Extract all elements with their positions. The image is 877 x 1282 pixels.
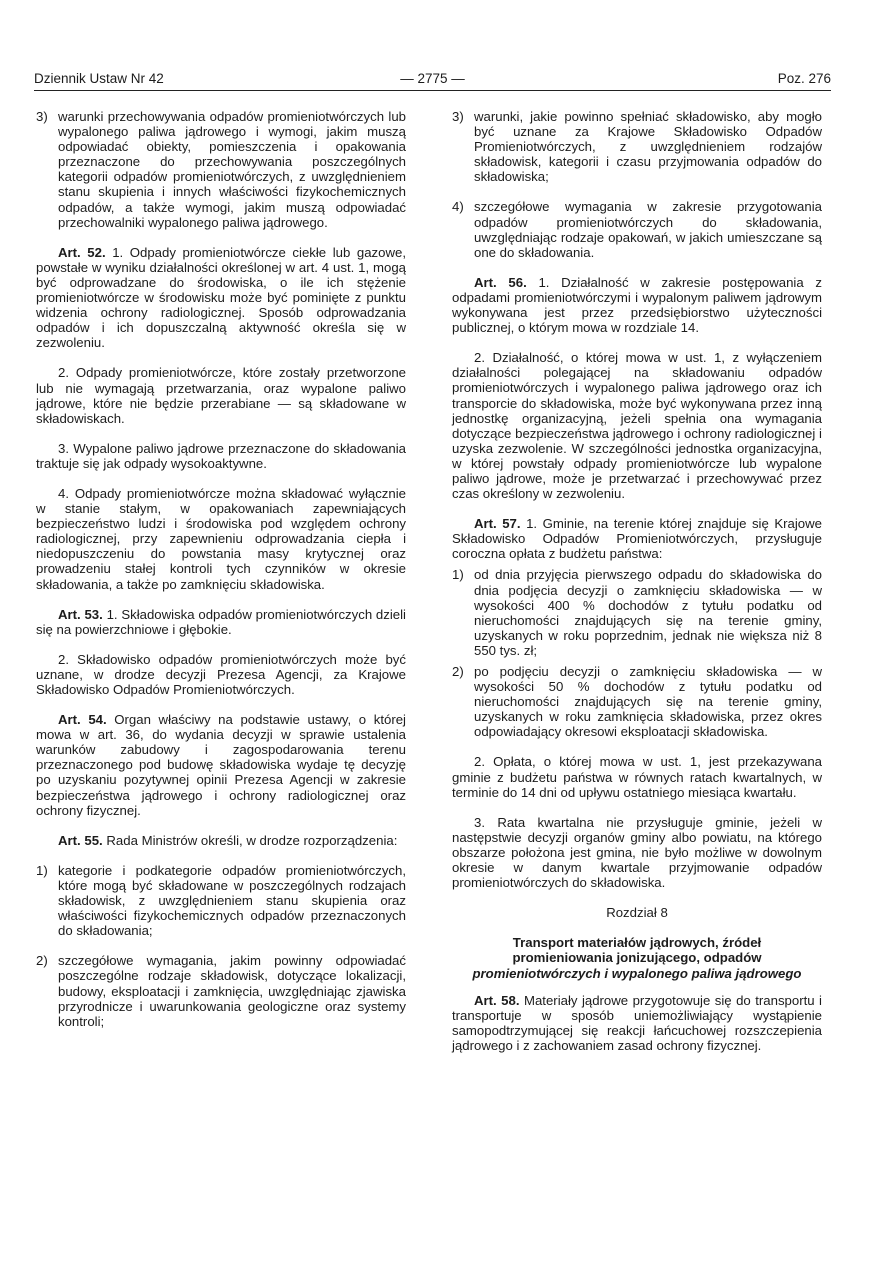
article-57-paragraph-3: 3. Rata kwartalna nie przysługuje gminie, jeżeli w następstwie decyzji organów gminy albo powiatu, na którego obszarze położona jest gmina, nie było możliwe w dowolnym okresie w danym kwartale przyjmowanie odpadów promieniotwórczych do składowiska.	[452, 814, 822, 891]
list-item: 3) warunki przechowywania odpadów promieniotwórczych lub wypalonego paliwa jądrowego i wymogi, jakim muszą odpowiadać obiekty, pomieszczenia i opakowania przeznaczone do przechowywania poszczególnych kategorii odpadów promieniotwórczych, z uwzględnieniem stanu skupienia i innych właściwości fizykochemicznych odpadów, a także wymogi, jakim muszą odpowiadać przechowalniki wypalonego paliwa jądrowego.	[36, 109, 406, 230]
journal-title: Dziennik Ustaw Nr 42	[34, 71, 164, 86]
article-52-paragraph-1: Art. 52. 1. Odpady promieniotwórcze ciekłe lub gazowe, powstałe w wyniku działalności określonej w art. 4 ust. 1, mogą być odprowadzane do środowiska, o ile ich stężenie promieniotwórcze w środowisku może być pominięte z punktu widzenia ochrony radiologicznej. Sposób odprowadzania odpadów i ich dopuszczalną aktywność określa się w zezwoleniu.	[36, 244, 406, 351]
article-52-paragraph-2: 2. Odpady promieniotwórcze, które zostały przetworzone lub nie wymagają przetwarzania, oraz wypalone paliwo jądrowe, które nie będzie przerabiane — są składowane w składowiskach.	[36, 365, 406, 426]
left-column	[36, 109, 406, 1044]
list-item: 4) szczegółowe wymagania w zakresie przygotowania odpadów promieniotwórczych do składowania, uwzględniając rodzaje opakowań, w jakich umieszczane są one do składowania.	[452, 199, 822, 260]
article-58: Art. 58. Materiały jądrowe przygotowuje się do transportu i transportuje w sposób uniemożliwiający wystąpienie samopodtrzymującej się reakcji łańcuchowej rozszczepienia jądrowego i z zachowaniem zasad ochrony fizycznej.	[452, 992, 822, 1053]
list-item: 1) od dnia przyjęcia pierwszego odpadu do składowiska do dnia podjęcia decyzji o zamknięciu składowiska — w wysokości 400 % dochodów z tytułu podatku od nieruchomości znajdujących się na terenie gminy, uzyskanych w roku poprzednim, jednak nie większa niż 8 550 tys. zł;	[452, 567, 822, 658]
article-55: Art. 55. Rada Ministrów określi, w drodze rozporządzenia:	[58, 832, 398, 848]
article-56-paragraph-2: 2. Działalność, o której mowa w ust. 1, z wyłączeniem działalności polegającej na składowaniu odpadów promieniotwórczych i wypalonego paliwa jądrowego oraz ich transporcie do składowiska, może być wykonywana przez inną jednostkę organizacyjną, jeżeli spełnia ona wymagania dotyczące bezpieczeństwa jądrowego i ochrony radiologicznej i uzyska zezwolenie. W szczególności jednostka organizacyjna, w której powstały odpady promieniotwórcze lub wypalone paliwo jądrowe, może je przetwarzać i przechowywać przez czas określony w zezwoleniu.	[452, 350, 822, 502]
article-57-paragraph-2: 2. Opłata, o której mowa w ust. 1, jest przekazywana gminie z budżetu państwa w równych ratach kwartalnych, w terminie do 14 dni od upływu ostatniego miesiąca kwartału.	[452, 754, 822, 800]
article-52-paragraph-4: 4. Odpady promieniotwórcze można składować wyłącznie w stanie stałym, w opakowaniach zapewniających bezpieczeństwo ludzi i środowiska pod względem ochrony radiologicznej, przy zapewnieniu odprowadzania ciepła i niedopuszczeniu do powstania masy krytycznej oraz prowadzeniu stałej kontroli tych czynników w okresie składowania, a także po zamknięciu składowiska.	[36, 485, 406, 592]
chapter-number: Rozdział 8	[606, 905, 668, 921]
list-item: 2) szczegółowe wymagania, jakim powinny odpowiadać poszczególne rodzaje składowisk, dotyczące lokalizacji, budowy, eksploatacji i zamknięcia, uwzględniając zjawiska przyrodnicze i uwarunkowania geologiczne oraz systemy kontroli;	[36, 953, 406, 1029]
article-57-paragraph-1: Art. 57. 1. Gminie, na terenie której znajduje się Krajowe Składowisko Odpadów Promieniotwórczych, przysługuje coroczna opłata z budżetu państwa:	[452, 516, 822, 562]
article-52-paragraph-3: 3. Wypalone paliwo jądrowe przeznaczone do składowania traktuje się jak odpady wysokoaktywne.	[36, 440, 406, 471]
article-53-paragraph-2: 2. Składowisko odpadów promieniotwórczych może być uznane, w drodze decyzji Prezesa Agencji, za Krajowe Składowisko Odpadów Promieniotwórczych.	[36, 651, 406, 697]
position-number: Poz. 276	[777, 71, 831, 86]
article-53-paragraph-1: Art. 53. 1. Składowiska odpadów promieniotwórczych dzieli się na powierzchniowe i głębokie.	[36, 606, 406, 637]
article-56-paragraph-1: Art. 56. 1. Działalność w zakresie postępowania z odpadami promieniotwórczymi i wypalonym paliwem jądrowym wykonywana jest przez przedsiębiorstwo użyteczności publicznej, o którym mowa w rozdziale 14.	[452, 274, 822, 336]
header-rule	[34, 90, 831, 91]
article-54: Art. 54. Organ właściwy na podstawie ustawy, o której mowa w art. 36, do wydania decyzji w sprawie ustalenia warunków zabudowy i zagospodarowania terenu przeznaczonego pod budowę składowiska wydaje tę decyzję po uzyskaniu pozytywnej opinii Prezesa Agencji w zakresie bezpieczeństwa jądrowego i ochrony radiologicznej oraz ochrony fizycznej.	[36, 712, 406, 818]
list-item: 1) kategorie i podkategorie odpadów promieniotwórczych, które mogą być składowane w poszczególnych rodzajach składowisk, z uwzględnieniem stanu skupienia oraz właściwości fizykochemicznych odpadów przeznaczonych do składowania;	[36, 862, 406, 939]
list-item: 2) po podjęciu decyzji o zamknięciu składowiska — w wysokości 50 % dochodów z tytułu podatku od nieruchomości znajdujących się na terenie gminy, uzyskanych w roku zamknięcia składowiska, przez okres odpowiadający okresowi eksploatacji składowiska.	[452, 664, 822, 740]
right-column	[452, 109, 822, 1068]
list-item: 3) warunki, jakie powinno spełniać składowisko, aby mogło być uznane za Krajowe Składowisko Odpadów Promieniotwórczych, z uwzględnieniem rodzajów składowisk, kategorii i czasu przyjmowania odpadów do składowiska;	[452, 109, 822, 185]
page-number: — 2775 —	[400, 71, 465, 86]
page-header	[34, 71, 831, 89]
chapter-title: Transport materiałów jądrowych, źródeł promieniowania jonizującego, odpadów promieniotwórczych i wypalonego paliwa jądrowego	[472, 935, 802, 981]
